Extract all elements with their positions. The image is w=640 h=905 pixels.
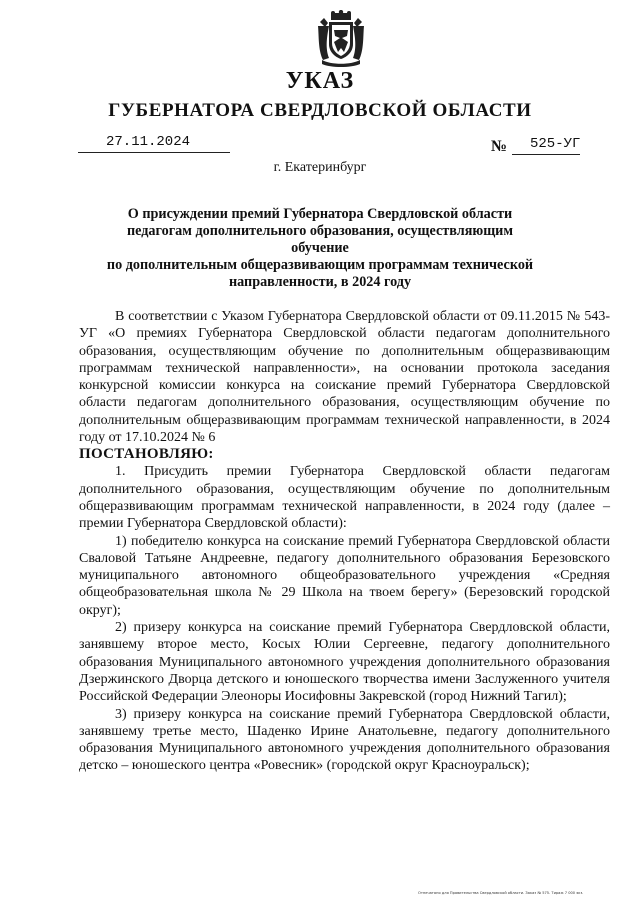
decree-title: УКАЗ bbox=[285, 68, 355, 94]
document-body bbox=[79, 308, 610, 775]
sverdlovsk-coat-of-arms-icon bbox=[316, 10, 366, 68]
issuer-title: ГУБЕРНАТОРА СВЕРДЛОВСКОЙ ОБЛАСТИ bbox=[108, 100, 532, 121]
heading-line: направленности, в 2024 году bbox=[228, 274, 412, 290]
body-paragraph: 1) победителю конкурса на соискание премий Губернатора Свердловской области Сваловой Татьяне Андреевне, педагогу дополнительного образования Березовского муниципального автономного общеобразовательного учреждения «Средняя общеобразовательная школа № 29 Школа на твоем берегу» (Березовский городской округ); bbox=[79, 533, 610, 618]
preamble-paragraph: В соответствии с Указом Губернатора Свердловской области от 09.11.2015 № 543-УГ «О премиях Губернатора Свердловской области педагогам дополнительного образования, осуществляющим обучение по дополнительным общеразвивающим программам технической направленности», на основании протокола заседания конкурсной комиссии конкурса на соискание премий Губернатора Свердловской области педагогам дополнительного образования, осуществляющим обучение по дополнительным общеразвивающим программам технической направленности, в 2024 году от 17.10.2024 № 6 bbox=[79, 309, 610, 446]
decree-date: 27.11.2024 bbox=[106, 134, 191, 150]
decree-keyword: ПОСТАНОВЛЯЮ: bbox=[79, 446, 214, 463]
heading-line: по дополнительным общеразвивающим программам технической bbox=[106, 257, 534, 273]
body-paragraph: 2) призеру конкурса на соискание премий Губернатора Свердловской области, занявшему второе место, Косых Юлии Сергеевне, педагогу дополнительного образования Муниципального автономного учреждения дополнительного образования Дзержинского Дворца детского и юношеского творчества имени Заслуженного учителя Российской Федерации Элеоноры Иосифовны Закревской (город Нижний Тагил); bbox=[79, 620, 610, 705]
number-sign: № bbox=[491, 138, 508, 155]
print-note: Отпечатано для Правительства Свердловской области. Заказ № 575. Тираж 7 000 экз. bbox=[418, 891, 584, 895]
heading-line: О присуждении премий Губернатора Свердловской области bbox=[127, 206, 513, 222]
decree-number: 525-УГ bbox=[530, 136, 581, 152]
document-heading bbox=[100, 206, 540, 291]
date-underline bbox=[78, 152, 230, 153]
heading-line: педагогам дополнительного образования, осуществляющим обучение bbox=[126, 223, 514, 256]
body-paragraph: 3) призеру конкурса на соискание премий Губернатора Свердловской области, занявшему третье место, Шаденко Ирине Анатольевне, педагогу дополнительного образования Муниципального автономного учреждения дополнительного образования детско – юношеского центра «Ровесник» (городской округ Красноуральск); bbox=[79, 706, 610, 774]
body-paragraph: 1. Присудить премии Губернатора Свердловской области педагогам дополнительного образования, осуществляющим обучение по дополнительным общеразвивающим программам технической направленности, в 2024 году (далее – премии Губернатора Свердловской области): bbox=[79, 464, 610, 532]
number-underline bbox=[512, 154, 580, 155]
city: г. Екатеринбург bbox=[273, 160, 367, 175]
